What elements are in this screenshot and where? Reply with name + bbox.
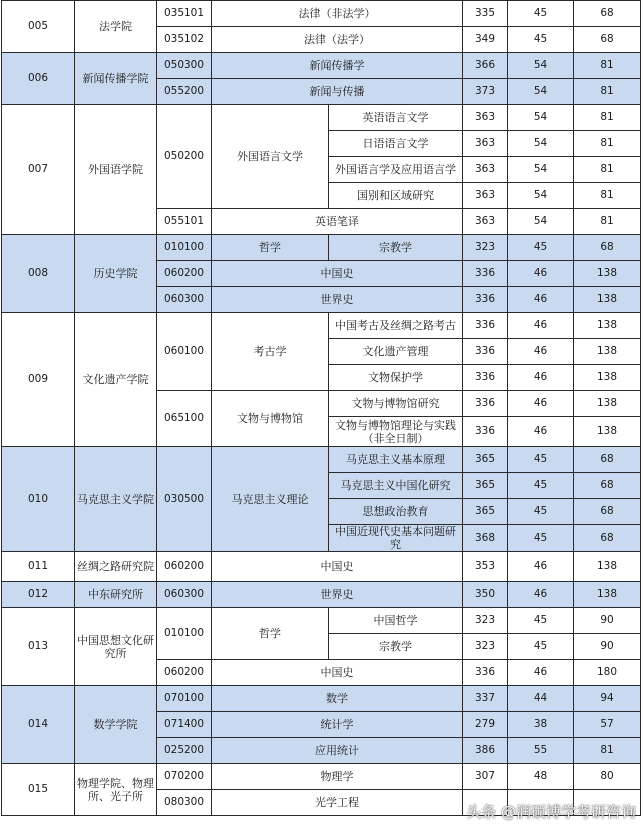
major-code: 060300 [157,582,212,608]
single-score-a: 54 [508,53,574,79]
single-score-b: 138 [574,339,641,365]
major-name: 新闻传播学 [212,53,463,79]
table-row [2,1,641,27]
single-score-a: 46 [508,313,574,339]
research-direction: 宗教学 [329,634,463,660]
major-name: 法律（非法学） [212,1,463,27]
total-score: 337 [463,686,508,712]
college-code: 010 [2,447,75,552]
major-name: 文物与博物馆 [212,391,329,447]
college-name: 马克思主义学院 [75,447,157,552]
major-name: 物理学 [212,764,463,790]
total-score: 350 [463,582,508,608]
table-row [2,105,641,131]
college-name: 丝绸之路研究院 [75,552,157,582]
research-direction: 英语语言文学 [329,105,463,131]
single-score-b: 138 [574,582,641,608]
major-code: 060100 [157,313,212,391]
single-score-a: 44 [508,686,574,712]
major-code: 070200 [157,764,212,790]
major-code: 010100 [157,235,212,261]
single-score-a: 45 [508,525,574,552]
major-code: 035102 [157,27,212,53]
total-score: 365 [463,499,508,525]
major-code: 070100 [157,686,212,712]
major-name: 世界史 [212,582,463,608]
single-score-b: 68 [574,499,641,525]
single-score-b: 68 [574,235,641,261]
single-score-b: 81 [574,53,641,79]
research-direction: 思想政治教育 [329,499,463,525]
total-score: 323 [463,235,508,261]
major-name: 应用统计 [212,738,463,764]
major-name: 哲学 [212,608,329,660]
total-score: 323 [463,634,508,660]
single-score-b: 81 [574,157,641,183]
college-name: 数学学院 [75,686,157,764]
major-code: 060200 [157,660,212,686]
major-name: 法律（法学） [212,27,463,53]
research-direction: 文物与博物馆研究 [329,391,463,417]
college-code: 012 [2,582,75,608]
total-score: 349 [463,27,508,53]
single-score-b: 90 [574,608,641,634]
major-code: 035101 [157,1,212,27]
single-score-a: 45 [508,447,574,473]
college-code: 013 [2,608,75,686]
table-row [2,552,641,582]
single-score-b: 81 [574,105,641,131]
research-direction: 文化遗产管理 [329,339,463,365]
total-score: 363 [463,183,508,209]
total-score: 336 [463,339,508,365]
single-score-a: 54 [508,131,574,157]
total-score: 336 [463,261,508,287]
major-name: 数学 [212,686,463,712]
table-row [2,582,641,608]
research-direction: 国别和区域研究 [329,183,463,209]
research-direction: 中国考古及丝绸之路考古 [329,313,463,339]
single-score-a: 46 [508,339,574,365]
single-score-b: 68 [574,473,641,499]
major-code: 080300 [157,790,212,816]
single-score-a: 45 [508,27,574,53]
single-score-a: 38 [508,712,574,738]
single-score-b: 138 [574,313,641,339]
single-score-a: 46 [508,660,574,686]
single-score-b: 138 [574,417,641,447]
single-score-a: 54 [508,79,574,105]
single-score-b: 80 [574,764,641,790]
total-score: 368 [463,525,508,552]
single-score-a: 46 [508,261,574,287]
research-direction: 马克思主义中国化研究 [329,473,463,499]
single-score-a: 54 [508,157,574,183]
total-score: 366 [463,53,508,79]
single-score-a: 45 [508,473,574,499]
total-score: 363 [463,157,508,183]
single-score-a: 46 [508,391,574,417]
major-code: 010100 [157,608,212,660]
research-direction: 马克思主义基本原理 [329,447,463,473]
total-score: 336 [463,417,508,447]
major-name: 哲学 [212,235,329,261]
research-direction: 中国哲学 [329,608,463,634]
major-name: 中国史 [212,261,463,287]
research-direction: 文物与博物馆理论与实践（非全日制） [329,417,463,447]
single-score-b: 90 [574,634,641,660]
total-score: 363 [463,209,508,235]
single-score-a: 46 [508,287,574,313]
total-score: 336 [463,313,508,339]
college-code: 008 [2,235,75,313]
single-score-a: 45 [508,608,574,634]
college-code: 009 [2,313,75,447]
single-score-a: 46 [508,417,574,447]
table-row [2,686,641,712]
total-score: 336 [463,365,508,391]
total-score: 336 [463,287,508,313]
research-direction: 外国语言学及应用语言学 [329,157,463,183]
major-code: 055101 [157,209,212,235]
college-name: 法学院 [75,1,157,53]
major-name: 考古学 [212,313,329,391]
total-score: 373 [463,79,508,105]
college-code: 011 [2,552,75,582]
college-name: 新闻传播学院 [75,53,157,105]
total-score: 365 [463,447,508,473]
single-score-b: 81 [574,209,641,235]
major-name: 光学工程 [212,790,463,816]
major-code: 065100 [157,391,212,447]
major-code: 050300 [157,53,212,79]
table-row [2,764,641,790]
table-row [2,313,641,339]
total-score: 279 [463,712,508,738]
college-code: 007 [2,105,75,235]
total-score: 353 [463,552,508,582]
single-score-a: 45 [508,499,574,525]
single-score-a: 54 [508,183,574,209]
single-score-a: 46 [508,582,574,608]
major-name: 外国语言文学 [212,105,329,209]
college-code: 006 [2,53,75,105]
total-score: 363 [463,131,508,157]
total-score: 365 [463,473,508,499]
single-score-b: 138 [574,365,641,391]
single-score-b: 81 [574,183,641,209]
major-name: 马克思主义理论 [212,447,329,552]
major-code: 071400 [157,712,212,738]
single-score-b: 81 [574,131,641,157]
total-score: 386 [463,738,508,764]
single-score-a: 45 [508,1,574,27]
single-score-a: 46 [508,365,574,391]
college-code: 014 [2,686,75,764]
major-code: 050200 [157,105,212,209]
single-score-a: 45 [508,634,574,660]
table-row [2,608,641,634]
single-score-b: 138 [574,391,641,417]
total-score: 307 [463,764,508,790]
college-name: 外国语学院 [75,105,157,235]
single-score-b: 68 [574,27,641,53]
college-code: 005 [2,1,75,53]
score-table [1,0,641,816]
table-row [2,53,641,79]
major-code: 055200 [157,79,212,105]
single-score-b: 68 [574,525,641,552]
college-name: 历史学院 [75,235,157,313]
single-score-a: 48 [508,764,574,790]
research-direction: 中国近现代史基本问题研究 [329,525,463,552]
major-code: 060200 [157,261,212,287]
single-score-b: 81 [574,738,641,764]
total-score: 336 [463,660,508,686]
major-name: 统计学 [212,712,463,738]
single-score-a: 55 [508,738,574,764]
total-score: 336 [463,391,508,417]
college-name: 物理学院、物理所、光子所 [75,764,157,816]
college-name: 中国思想文化研究所 [75,608,157,686]
major-name: 中国史 [212,660,463,686]
college-code: 015 [2,764,75,816]
single-score-b: 138 [574,261,641,287]
single-score-b: 68 [574,1,641,27]
major-name: 英语笔译 [212,209,463,235]
watermark: 头条 @润硕博学考研咨询 [466,803,636,821]
single-score-b: 138 [574,287,641,313]
research-direction: 宗教学 [329,235,463,261]
total-score: 335 [463,1,508,27]
major-name: 世界史 [212,287,463,313]
single-score-b: 180 [574,660,641,686]
single-score-b: 94 [574,686,641,712]
single-score-b: 57 [574,712,641,738]
major-name: 新闻与传播 [212,79,463,105]
single-score-b: 138 [574,552,641,582]
college-name: 文化遗产学院 [75,313,157,447]
research-direction: 文物保护学 [329,365,463,391]
major-code: 060200 [157,552,212,582]
single-score-a: 54 [508,209,574,235]
single-score-b: 81 [574,79,641,105]
single-score-a: 45 [508,235,574,261]
major-code: 060300 [157,287,212,313]
major-name: 中国史 [212,552,463,582]
single-score-a: 46 [508,552,574,582]
total-score: 363 [463,105,508,131]
total-score: 323 [463,608,508,634]
table-row [2,235,641,261]
single-score-b: 68 [574,447,641,473]
research-direction: 日语语言文学 [329,131,463,157]
college-name: 中东研究所 [75,582,157,608]
major-code: 025200 [157,738,212,764]
major-code: 030500 [157,447,212,552]
single-score-a: 54 [508,105,574,131]
table-row [2,447,641,473]
